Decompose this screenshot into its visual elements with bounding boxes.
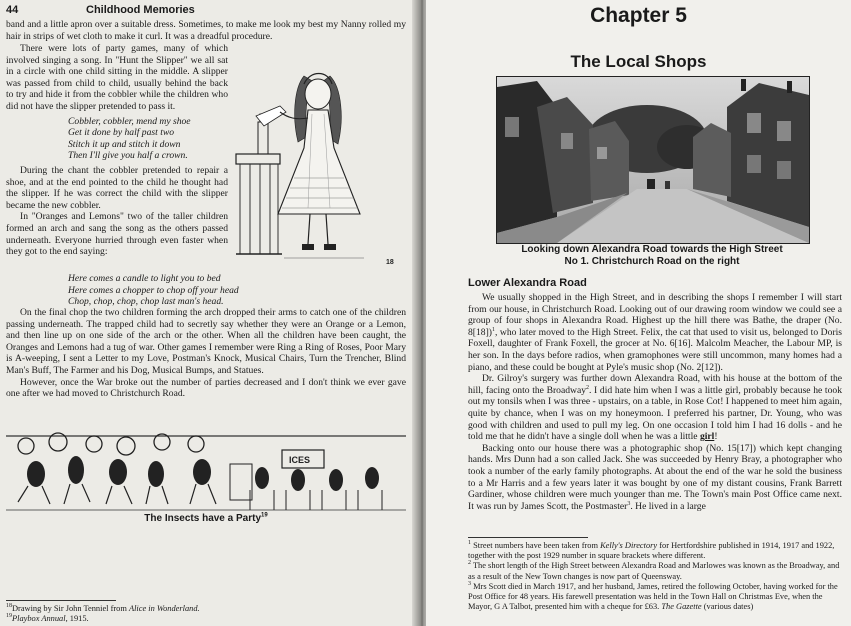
footnote-18: $^{18}$Drawing by Sir John Tenniel from Alice in Wonderland. <box>6 603 200 613</box>
right-body <box>468 292 842 512</box>
footnote-ref: 2 <box>586 384 589 391</box>
final-paragraphs <box>6 307 406 400</box>
footnote-ref: 1 <box>491 326 495 333</box>
footnote-ref: 3 <box>627 500 631 507</box>
photo-caption <box>466 244 838 268</box>
war-paragraph: However, once the War broke out the number of parties decreased and I don't think we ever gave one after we had moved to Christchurch Road. <box>6 376 406 400</box>
footnote-1: $^1$ Street numbers have been taken from Kelly's Directory for Hertfordshire published in 1914, 1917 and 1922, together with the post 1929 number in square brackets where different. <box>468 540 835 561</box>
left-page <box>0 0 418 626</box>
footnote-2: $^2$ The short length of the High Street between Alexandra Road and Marlowes was known as the Broadway, and as a result of the New Town changes is now part of Queensway. <box>468 560 840 581</box>
rhyme-line: Here comes a candle to light you to bed <box>68 273 221 284</box>
top-paragraph: band and a little apron over a suitable dress. Sometimes, to make me look my best my Nanny rolled my hair in strips of wet cloth to make it curl. It was a dreadful procedure. <box>6 19 406 42</box>
oranges-rhyme <box>68 273 368 308</box>
paragraph-2: Dr. Gilroy's surgery was further down Alexandra Road, with his house at the bottom of the hill, facing onto the Broadway$^2$. I did hate him when I was a little girl, probably because he took out my tonsils when I was three - upstairs, on a table, in Rose Cot! I happened to meet him again, quite by chance, when I was on my honeymoon. I preferred his partner, Dr. Young, who was good with children and used to pull my leg. On one occasion I told him I had 16 dolls - and he told me that he didn't have a single doll when he was a little girl! <box>468 373 842 443</box>
photo-caption-line-2: No 1. Christchurch Road on the right <box>564 256 740 267</box>
street-photo <box>496 76 810 244</box>
page-number: 44 <box>6 4 19 16</box>
cobbler-rhyme <box>68 116 228 162</box>
final-paragraph: On the final chop the two children forming the arch dropped their arms to catch one of the children passing underneath. The trapped child had to secretly say whether they were an Orange or a Lemon, and then line up on one side of the arch or the other. When all the children have been caught, the Oranges and Lemons had a tug of war. Other games I remember were Ring a Ring of Roses, Poor Mary is A-weeping, I sent a Letter to my Love, Postman's Knock, Musical Chairs, Turn the Trencher, Blind Man's Buff, The Farmer and his Dog, Musical Bumps, and Statues. <box>6 307 406 376</box>
right-page <box>426 0 851 626</box>
rhyme-line: Here comes a chopper to chop off your head <box>68 284 239 296</box>
alice-illustration <box>234 58 406 268</box>
chapter-title: Chapter 5 <box>590 4 687 27</box>
running-title: Childhood Memories <box>86 4 195 16</box>
illustration-mark: 18 <box>386 259 394 266</box>
rhyme-line: Then I'll give you half a crown. <box>68 150 188 162</box>
oranges-paragraph: In "Oranges and Lemons" two of the taller children formed an arch and sang the song as the others passed underneath. Everyone hurried through even faster when they got to the end saying: <box>6 211 228 258</box>
games-paragraph: There were lots of party games, many of which involved singing a song. In "Hunt the Slipper" we all sat in a circle with one child sitting in the middle. A slipper was passed from child to child, usually behind the back to try and hide it from the cobbler while the children who did not have the slipper pretended to pass it. <box>6 43 228 112</box>
footnote-rule <box>468 537 588 538</box>
photo-caption-line-1: Looking down Alexandra Road towards the High Street <box>521 244 783 255</box>
paragraph-1: We usually shopped in the High Street, and in describing the shops I remember I will start from our house, in Christchurch Road. Looking out of our drawing room window we could see a group of four shops in Alexandra Road. Highest up the hill there was Bathe, the draper (No. 8[18])$^1$, who later moved to the High Street. Felix, the cat that used to visit us, belonged to Doris Foxell, daughter of Frank Foxell, the grocer at No. 6[16]. Malcolm Meacher, the Labour MP, is her son. In the days before radios, when gramophones were still uncommon, many homes had a piano, and these could be bought at Pyle's music shop (No. 2[12]). <box>468 292 842 373</box>
insects-party-illustration <box>6 424 406 512</box>
ices-sign: ICES <box>289 455 311 465</box>
rhyme-line: Stitch it up and stitch it down <box>68 138 181 150</box>
rhyme-line: Chop, chop, chop, chop last man's head. <box>68 296 224 308</box>
rhyme-line: Cobbler, cobbler, mend my shoe <box>68 115 191 127</box>
right-footnotes <box>468 541 842 612</box>
footnote-ref: 19 <box>261 512 268 519</box>
footnote-19: $^{19}$Playbox Annual, 1915. <box>6 613 89 624</box>
paragraph-3: Backing onto our house there was a photographic shop (No. 15[17]) which kept changing hands. Mrs Dunn had a son called Jack. She was succeeded by Henry Bray, a photographer who took a number of the early family photographs. At about the end of the war he sold the business to a Mr Harris and a few years later it was bought by one of my distant cousins, Frank Barrett Gardiner, whose children were much younger than me. The Town's main Post Office came next. It was run by James Scott, the Postmaster$^3$. He lived in a large <box>468 442 842 512</box>
footnote-rule <box>6 600 116 601</box>
rhyme-line: Get it done by half past two <box>68 127 175 139</box>
chant-paragraph: During the chant the cobbler pretended to repair a shoe, and at the end pointed to the child he thought had the slipper. If he was correct the child with the slipper became the new cobbler. <box>6 164 228 211</box>
left-footnotes <box>6 604 406 624</box>
insects-caption: The Insects have a Party$^{19}$ <box>144 512 268 524</box>
subheading: Lower Alexandra Road <box>468 277 587 289</box>
section-title: The Local Shops <box>570 52 707 71</box>
games-column <box>6 43 228 258</box>
footnote-3: $^3$ Mrs Scott died in March 1917, and her husband, James, retired the following October, having worked for the Post Office for 48 years. His farewell presentation was held in the Town Hall on Christmas Eve, when the Mayor, G A Talbot, presented him with a cheque for £63. The Gazette (various dates) <box>468 581 838 612</box>
